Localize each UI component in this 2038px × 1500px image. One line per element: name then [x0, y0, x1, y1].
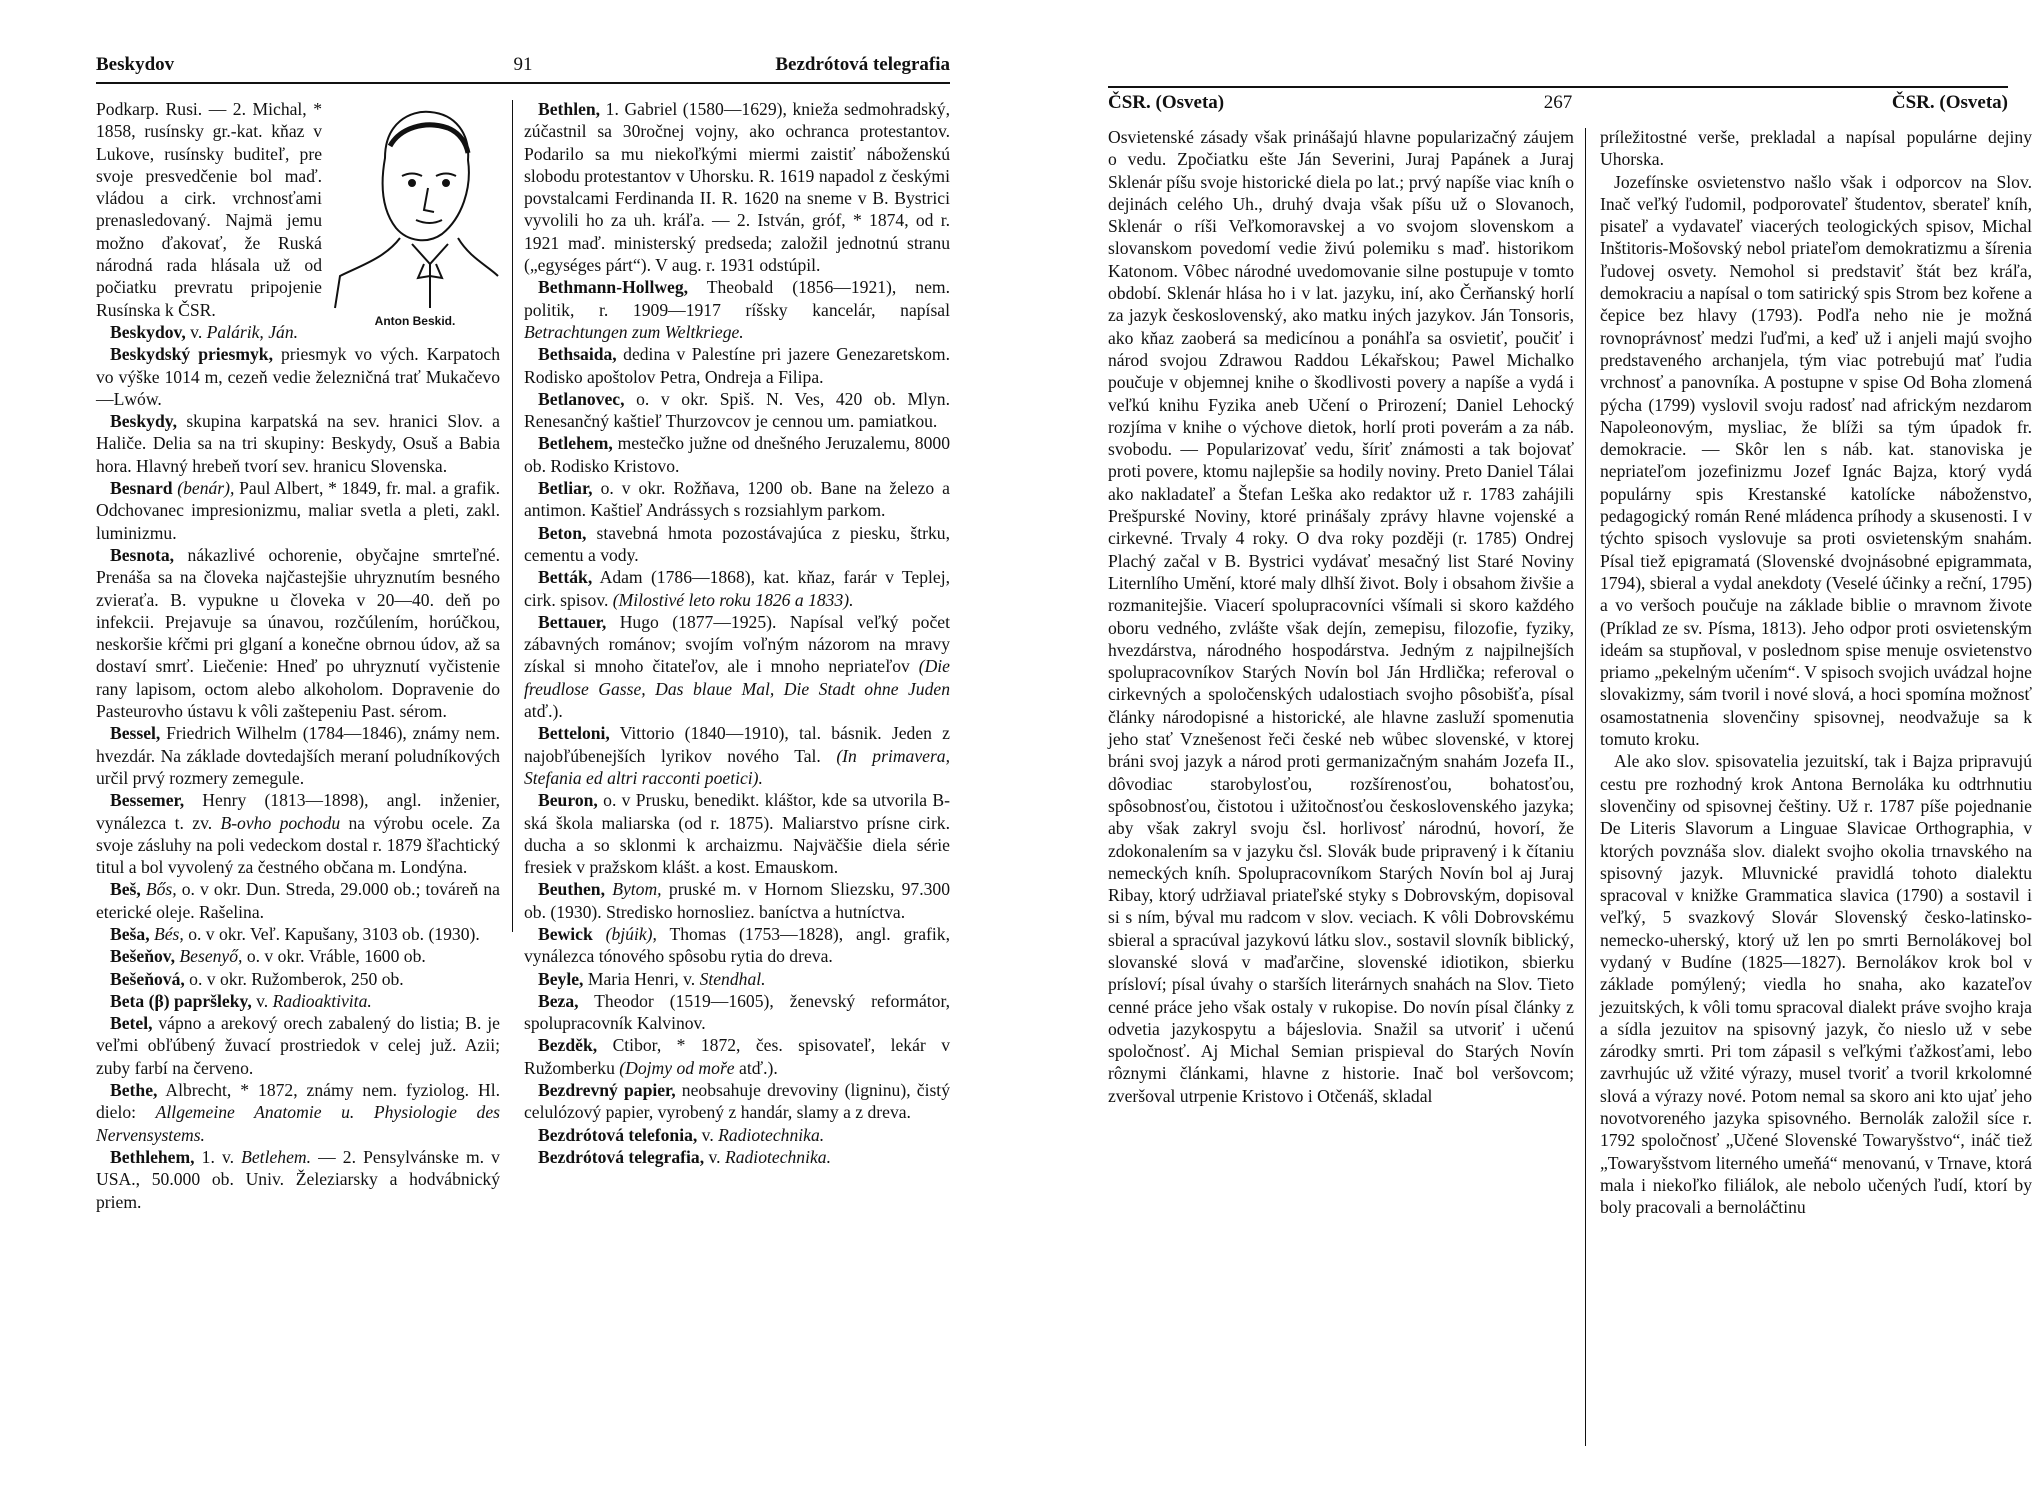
entry-italic: Palárik, Ján.: [206, 321, 299, 342]
entry-italic: Allgemeine Anatomie u. Physiologie des Nervensystems.: [96, 1102, 500, 1145]
entry-italic: Stendhal.: [699, 968, 766, 989]
dictionary-entry: [524, 1146, 950, 1168]
entry-headword: Betták,: [538, 567, 593, 588]
entry-headword: Bezdrótová telefonia,: [538, 1124, 698, 1145]
dictionary-entry: [96, 878, 500, 923]
entry-italic: Bés,: [149, 923, 184, 944]
entry-italic: (Milostivé leto roku 1826 a 1833).: [612, 589, 854, 610]
dictionary-entry: [524, 1124, 950, 1146]
right-column-1: [1108, 126, 1574, 1107]
entry-text: Adam (1786—1868), kat. kňaz, farár v Teplej, cirk. spisov.: [524, 567, 950, 610]
entry-headword: Bewick: [538, 923, 593, 944]
entry-text: v.: [704, 1146, 725, 1167]
dictionary-entry: [524, 878, 950, 923]
entry-headword: Bezdrevný papier,: [538, 1080, 676, 1101]
entry-text: o. v okr. Spiš. N. Ves, 420 ob. Mlyn. Renesančný kaštieľ Thurzovcov je cennou um. pamiatkou.: [524, 388, 950, 432]
entry-headword: Beyle,: [538, 968, 584, 989]
entry-headword: Beza,: [538, 990, 579, 1011]
entry-text: mestečko južne od dnešného Jeruzalemu, 8000 ob. Rodisko Kristovo.: [524, 433, 950, 476]
dictionary-entry: [96, 343, 500, 410]
entry-italic: (Die freudlose Gasse, Das blaue Mal, Die Stadt ohne Juden: [524, 656, 950, 699]
right-column-2: [1600, 126, 2032, 1219]
running-head-left: ČSR. (Osveta): [1108, 92, 1225, 113]
entry-headword: Bettauer,: [538, 611, 607, 632]
entry-headword: Bethlen,: [538, 99, 601, 119]
entry-italic: Radiotechnika.: [724, 1146, 831, 1167]
entry-text: Friedrich Wilhelm (1784—1846), známy nem. hvezdár. Na základe dovtedajších meraní poludníkových určil prvý rozmery zemegule.: [96, 723, 500, 788]
entry-text: neobsahuje drevoviny (ligninu), čistý celulózový papier, vyrobený z handár, slamy a z dreva.: [524, 1080, 950, 1123]
entry-text: pruské m. v Hornom Sliezsku, 97.300 ob. (1930). Stredisko hornosliez. baníctva a hutníctva.: [524, 879, 951, 922]
dictionary-entry: [524, 276, 950, 343]
portrait-figure: [330, 98, 500, 328]
right-page-header: [1108, 92, 2008, 118]
column-divider: [1585, 128, 1586, 1446]
entry-text: Henry (1813—1898), angl. inženier, vynálezca t. zv.: [96, 790, 500, 833]
entry-headword: Bešeňová,: [110, 968, 185, 989]
entry-headword: Beta (β) papršleky,: [110, 990, 252, 1011]
entry-headword: Beš,: [110, 879, 141, 900]
entry-headword: Beskydov,: [110, 321, 186, 342]
entry-text: Paul Albert, * 1849, fr. mal. a grafik. Odchovanec impresionizmu, maliar svetla a pleti, zakl. luminizmu.: [96, 478, 500, 543]
entry-text: Hugo (1877—1925). Napísal veľký počet zábavných románov; svojím voľným názorom na mravy získal si mnoho čitateľov, ale i mnoho nepriateľov: [524, 611, 950, 677]
running-head-right: ČSR. (Osveta): [1891, 92, 2008, 113]
entry-text: o. v okr. Dun. Streda, 29.000 ob.; továreň na eterické oleje. Rašelina.: [96, 879, 500, 922]
entry-headword: Besnota,: [110, 544, 175, 565]
entry-text: o. v Prusku, benedikt. kláštor, kde sa utvorila B-ská škola maliarska (od r. 1875). Maliarstvo prísne cirk. ducha a so sklonmi k archaizmu. Najväčšie diela série fresiek v pražskom klášt. a kost. Emauskom.: [524, 790, 950, 878]
entry-text: Osvietenské zásady však prinášajú hlavne popularizačný záujem o vedu. Zpočiatku ešte Ján Severini, Juraj Papánek a Juraj Sklenár píšu svoje historické diela po lat.; prvý napíše viac kníh o dejinách celého Uh., druhý dvaja však píšu už o Slovanoch, Sklenár o ríši Veľkomoravskej a vo svojom slovenskom a slovanskom povedomí vedie živú polemiku s maď. historikom Katonom. Vôbec národné uvedomovanie silne postupuje v tomto období. Sklenár hlása ho i v lat. jazyku, iní, ako Čerňanský horlí za jazyk československý, ako matku iných jazykov. Ján Tonsoris, ako kňaz zaoberá sa medicínou a ponáhľa sa osvietiť, poučiť i národ svojou Zdrawou Raddou Lékařskou; Pawel Michalko poučuje v objemnej knihe o škodlivosti povery a napíše a vydá i veľkú knihu Fyzika aneb Učení o Prirození; Daniel Lehocký rozjíma v knihe o výchove dietok, horlí proti poverám a za náb. svobodu. — Popularizovať vedu, šíriť známosti a tak bojovať proti povere, ktomu najlepšie sa hodily noviny. Preto Daniel Tálai ako nakladateľ a Štefan Leška ako redaktor už r. 1783 zahájili Prešpurské Noviny, ktoré prinášaly zprávy hlavne vojenské a cirkevné. Trvaly 4 roky. O dva roky později (r. 1785) Ondrej Plachý začal v B. Bystrici vydávať mesačný list Staré Noviny Liternlího Umění, ktoré maly dlhší život. Boly i obsahom živšie a rozmanitejšie. Viacerí spolupracovníci všímali si skoro každého oboru vedného, zvlášte však dejín, zemepisu, filozofie, fyziky, hvezdárstva, národného hospodárstva. Jedným z najpilnejších spolupracovníkov Starých Novín bol Ján Hrdlička; referoval o cirkevných a spoločenských udalostiach svojho pôsobišťa, písal články národopisné a historické, ale hlavne zasluží spomenutia jeho stať Vznešenost řeči české neb wůbec slovenské, v ktorej bráni svoj jazyk a národ proti germanizačným snahám Jozefa II., dôvodiac starobylosťou, rozšírenosťou, bohatosťou, spôsobnosťou, čistotou i užitočnosťou československého jazyka; aby však zakryl svoju čsl. horlivosť národnú, hovorí, že zdokonalením sa v jazyku čsl. Slovák bude pripravený i k čítaniu nemeckých kníh. Spolupracovníkom Starých Novín bol aj Juraj Ribay, ktorý udržiaval priateľské styky s Dobrovským, dopisoval si s ním, býval mu radcom v slov. veciach. K vôli Dobrovskému sbieral a spracúval jazykovú látku slov., sostavil slovník biblický, slovanské slová v maďarčine, slovenské idiotikon, sbierku prísloví; písal úvahy o starších literárnych snahách na Slov. Tieto cenné práce jeho však ostaly v rukopise. Do novín písal články z odvetia jazykospytu a bájeslovia. Snažil sa utvoriť i učenú spoločnosť. Aj Michal Semian prispieval do Starých Novín rôznymi článkami, hlavne z historie. Inač bol veršovcom; zveršoval utrpenie Kristovo i Otčenáš, skladal: [1108, 127, 1574, 1106]
dictionary-entry: [524, 388, 950, 433]
entry-italic: Radiotechnika.: [718, 1124, 825, 1145]
dictionary-entry: [524, 990, 950, 1035]
entry-headword: Bethlehem,: [110, 1146, 195, 1167]
entry-headword: Betel,: [110, 1013, 153, 1034]
entry-headword: Beša,: [110, 923, 150, 944]
entry-headword: Betteloni,: [538, 723, 610, 744]
dictionary-entry: [524, 968, 950, 990]
entry-list: [1600, 126, 2032, 1219]
entry-text: nákazlivé ochorenie, obyčajne smrteľné. Prenáša sa na človeka najčastejšie uhryznutím besného zvieraťa. B. vypukne u človeka v 20—40. deň po infekcii. Prejavuje sa únavou, rozčúlením, horúčkou, neskoršie kŕčmi pri glganí a konečne obrnou údov, až sa dostaví smrť. Liečenie: Hneď po uhryznutí vyčistenie rany lapisom, octom alebo alkoholom. Dopravenie do Pasteurovho ústavu k vôli zaštepeniu Past. sérom.: [96, 544, 500, 722]
dictionary-entry: [524, 343, 950, 388]
entry-italic: Radioaktivita.: [272, 990, 372, 1011]
entry-headword: Bezdrótová telegrafia,: [538, 1146, 705, 1167]
entry-text: v.: [185, 321, 207, 342]
entry-italic: Betrachtungen zum Weltkriege.: [524, 321, 744, 342]
entry-text: Thomas (1753—1828), angl. grafik, vynálezca tónového spôsobu rytia do dreva.: [524, 923, 950, 967]
entry-italic: (benár),: [172, 478, 235, 499]
entry-text: 1. v.: [194, 1146, 242, 1167]
left-column-1: [96, 98, 500, 1213]
entry-text: vápno a arekový orech zabalený do listia; B. je veľmi obľúbený žuvací prostriedok v celej juž. Azii; zuby farbí na červeno.: [96, 1013, 500, 1078]
entry-text: dedina v Palestíne pri jazere Genezaretskom. Rodisko apoštolov Petra, Ondreja a Filipa.: [524, 344, 950, 387]
entry-headword: Besnard: [110, 478, 173, 499]
paragraph: [1108, 126, 1574, 1107]
entry-text: o. v okr. Ružomberok, 250 ob.: [184, 968, 404, 989]
dictionary-entry: [524, 566, 950, 611]
entry-italic: Bytom,: [604, 879, 662, 900]
entry-text: v.: [251, 990, 273, 1011]
paragraph: [1600, 171, 2032, 751]
entry-headword: Bessel,: [110, 723, 161, 744]
entry-text: Podkarp. Rusi. — 2. Michal, * 1858, rusínsky gr.-kat. kňaz v Lukove, rusínsky buditeľ, pre svoje presvedčenie bol maď. vládou a cirk. vrchnosťami prenasledovaný. Najmä jemu možno ďakovať, že Ruská národná rada hlásala už od počiatku prevratu pripojenie Rusínska k ČSR.: [96, 99, 322, 320]
entry-list: [524, 98, 950, 1168]
entry-text: priesmyk vo vých. Karpatoch vo výške 1014 m, cezeň vedie železničná trať Mukačevo—Lwów.: [96, 344, 500, 409]
entry-italic: Bős,: [140, 879, 177, 900]
dictionary-entry: [96, 968, 500, 990]
entry-italic: (bjúik),: [592, 923, 657, 944]
entry-text: skupina karpatská na sev. hranici Slov. a Haliče. Delia sa na tri skupiny: Beskydy, Osuš a Babia hora. Hlavný hrebeň tvorí sev. hranicu Slovenska.: [96, 411, 500, 476]
entry-headword: Beskydský priesmyk,: [110, 344, 273, 365]
entry-text: 1. Gabriel (1580—1629), knieža sedmohradský, zúčastnil sa 30ročnej vojny, ako ochranca protestantov. Podarilo sa mu niekoľkými miermi zaistiť náboženskú slobodu protestantov v Uhorsku. R. 1619 napadol z českými povstalcami Ferdinanda II. R. 1620 na sneme v B. Bystrici vyvolili ho za uh. kráľa. — 2. István, gróf, * 1874, od r. 1921 maď. ministerský predseda; založil jednotnú stranu („egységes párt“). V aug. r. 1931 odstúpil.: [524, 99, 950, 276]
entry-text: na výrobu ocele. Za svoje zásluhy na poli vedeckom dostal r. 1879 šľachtický titul a bol vyvolený za čestného občana m. Londýna.: [96, 812, 501, 878]
paragraph: [1600, 750, 2032, 1218]
column-divider: [512, 100, 513, 932]
entry-headword: Beuthen,: [538, 879, 605, 900]
dictionary-entry: [524, 789, 950, 878]
portrait-drawing-icon: [330, 98, 500, 310]
dictionary-entry: [524, 611, 950, 722]
entry-headword: Beton,: [538, 522, 587, 543]
entry-italic: (Dojmy od moře: [619, 1057, 735, 1078]
entry-text: Theodor (1519—1605), ženevský reformátor, spolupracovník Kalvinov.: [524, 990, 950, 1034]
entry-headword: Bezděk,: [538, 1035, 598, 1056]
dictionary-entry: [96, 990, 500, 1012]
dictionary-entry: [524, 1034, 950, 1079]
entry-italic: B-ovho pochodu: [220, 812, 341, 833]
dictionary-entry: [96, 1079, 500, 1146]
entry-text: Maria Henri, v.: [583, 968, 700, 989]
dictionary-entry: [96, 544, 500, 722]
entry-headword: Betliar,: [538, 478, 593, 499]
entry-headword: Bethsaida,: [538, 344, 617, 365]
entry-headword: Bessemer,: [110, 790, 185, 811]
entry-headword: Beuron,: [538, 790, 598, 811]
entry-list: [1108, 126, 1574, 1107]
dictionary-entry: [96, 923, 500, 945]
running-head-right: Bezdrótová telegrafia: [775, 54, 950, 75]
running-head-left: Beskydov: [96, 54, 175, 75]
paragraph: [1600, 126, 2032, 171]
dictionary-entry: [524, 522, 950, 567]
page-number: 91: [513, 54, 533, 75]
dictionary-entry: [96, 789, 500, 878]
right-page: [1060, 0, 2038, 1500]
dictionary-entry: [524, 722, 950, 789]
entry-text: o. v okr. Veľ. Kapušany, 3103 ob. (1930).: [183, 923, 480, 944]
dictionary-entry: [96, 722, 500, 789]
dictionary-entry: [96, 477, 500, 544]
entry-text: — 2. Pensylvánske m. v USA., 50.000 ob. Univ. Železiarsky a hodvábnický priem.: [96, 1146, 500, 1212]
entry-text: o. v okr. Vráble, 1600 ob.: [242, 946, 426, 967]
dictionary-entry: [524, 1079, 950, 1124]
entry-headword: Bethmann-Hollweg,: [538, 277, 689, 298]
entry-headword: Beskydy,: [110, 411, 177, 432]
entry-text: o. v okr. Rožňava, 1200 ob. Bane na železo a antimon. Kaštieľ Andrássych s rozsiahlym parkom.: [524, 478, 950, 521]
entry-text: stavebná hmota pozostávajúca z piesku, štrku, cementu a vody.: [524, 522, 950, 565]
dictionary-entry: [96, 1146, 500, 1213]
dictionary-entry: [524, 477, 950, 522]
left-page-header: [96, 54, 950, 80]
entry-text: atď.).: [524, 701, 563, 722]
entry-italic: Besenyő,: [175, 946, 243, 967]
left-column-2: [524, 98, 950, 1168]
dictionary-entry: [96, 1012, 500, 1079]
entry-text: Albrecht, * 1872, známy nem. fyziolog. Hl. dielo:: [96, 1080, 500, 1123]
header-rule: [96, 82, 950, 84]
page-number: 267: [1543, 92, 1573, 113]
entry-headword: Betlanovec,: [538, 388, 625, 409]
portrait-caption: Anton Beskid.: [374, 314, 456, 328]
dictionary-entry: [524, 432, 950, 477]
dictionary-entry: [96, 410, 500, 477]
entry-text: Vittorio (1840—1910), tal. básnik. Jeden z najobľúbenejších lyrikov nového Tal.: [524, 723, 950, 766]
entry-italic: (In primavera, Stefania ed altri racconti poetici).: [524, 745, 951, 788]
dictionary-entry: [96, 945, 500, 967]
entry-text: Jozefínske osvietenstvo našlo však i odporcov na Slov. Inač veľký ľudomil, podporovateľ študentov, sberateľ kníh, pisateľ a vydavateľ viacerých teologických spisov, Michal Inštitoris-Mošovský nebol priateľom demokratizmu a šírenia ľudovej osvety. Nemohol si predstaviť štát bez kráľa, demokraciu a napísal o tom satirický spis Strom bez kořene a čepice bez hlavy (1793). Podľa neho nie je možná rovnoprávnosť medzi ľuďmi, a keď už i anjeli majú svojho predstaveného archanjela, tým viac potrebujú mať ľudia vrchnosť a panovníka. A postupne v spise Od Boha zlomená pýcha (1799) vyslovil svoju radosť nad africkým nezdarom Napoleonovým, mysliac, že blíži sa tým úpadok fr. demokracie. — Skôr len s náb. kat. stanoviska je nepriateľom jozefinizmu Jozef Ignác Bajza, ktorý vydá populárny spis Krestanské katolícke náboženstvo, pedagogický román René mládenca príhody a skusenosti. I v týchto spisoch vyslovuje sa proti osvietenským snahám. Písal tiež epigramatá (Slovenské dvojnásobné epigrammata, 1794), sbieral a vydal anekdoty (Veselé účinky a reční, 1795) a vo veršoch poučuje na základe biblie o mravnom živote (Príklad ze sv. Písma, 1813). Jeho odpor proti osvietenským ideám sa stupňoval, v poslednom spise menuje osvietenstvo priamo „pekelným učením“. V spisoch svojich uvádzal hojne slovakizmy, sám tvoril i nové slová, a hoci spomína možnosť osamostatnenia slovenčiny spisovnej, neodvažuje sa k tomuto kroku.: [1600, 171, 2032, 750]
entry-text: Ctibor, * 1872, čes. spisovateľ, lekár v Ružomberku: [524, 1035, 950, 1078]
entry-text: Ale ako slov. spisovatelia jezuitskí, tak i Bajza pripravujú cestu pre rozhodný krok Antona Bernoláka ku odtrhnutiu slovenčiny od spisovnej češtiny. Už r. 1787 píše pojednanie De Literis Slavorum a Linguae Slavicae Orthographia, v ktorých povznáša slov. dialekt svojho okolia trnavského na spisovný jazyk. Mluvnické pravidlá tohoto dialektu spracoval v knižke Grammatica slavica (1790) a sostavil i veľký, 5 svazkový Slovár Slovenský česko-latinsko-nemecko-uherský, ktorý už len po smrti Bernolákovej bol vydaný v Budíne (1825—1827). Bernolákov krok bol v základe pomýlený; viedla ho snaha, ako kazateľov jezuitských, k vôli tomu spracoval dialekt práve svojho kraja a sídla jezuitov na spisovný jazyk, čo nieslo už v sebe zárodky smrti. Pri tom zápasil s veľkými ťažkosťami, lebo zavrhujúc už vžité výrazy, musel tvoriť a tvoril krkolomné slová a výrazy nové. Potom nemal sa skoro ani kto ujať jeho novotvoreného jazyka spisovného. Bernolák založil síce r. 1792 spoločnosť „Učené Slovenské Towaryšstvo“, ináč tiež „Towaryšstvom literného umeňá“ menovanú, v Trnave, ktorá mala i niekoľko filiálok, ale nebolo učených ľudí, ktorí by boly pracovali a bernoláčtinu: [1600, 751, 2032, 1218]
dictionary-entry: [524, 98, 950, 276]
entry-text: v.: [697, 1124, 719, 1145]
entry-headword: Bešeňov,: [110, 946, 176, 967]
entry-text: Theobald (1856—1921), nem. politik, r. 1909—1917 ríšsky kancelár, napísal: [524, 277, 950, 320]
dictionary-entry: [524, 923, 950, 968]
header-rule: [1108, 86, 2008, 88]
entry-text: atď.).: [734, 1057, 778, 1078]
entry-text: príležitostné verše, prekladal a napísal populárne dejiny Uhorska.: [1600, 127, 2032, 170]
entry-headword: Betlehem,: [538, 433, 613, 454]
entry-italic: Betlehem.: [241, 1146, 311, 1167]
entry-headword: Bethe,: [110, 1080, 158, 1101]
left-page: [0, 0, 1000, 1500]
